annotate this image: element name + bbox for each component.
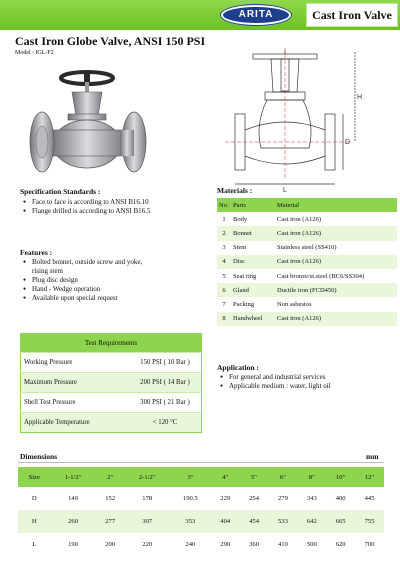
- materials-body: [217, 212, 397, 326]
- materials-row: [217, 269, 397, 283]
- dimensions-cell: 178: [142, 495, 153, 502]
- dimensions-cell: L: [32, 541, 37, 548]
- dimensions-cell: 190.5: [182, 495, 198, 502]
- dimensions-cell: 642: [297, 510, 326, 533]
- dimensions-cell: 290: [220, 541, 231, 548]
- dimensions-row: [18, 487, 384, 510]
- application-list: [217, 373, 331, 391]
- materials-cell: Stainless steel (SS410): [277, 244, 337, 252]
- materials-cell: Ductile iron (FCD450): [275, 283, 397, 297]
- valve-drawing: [205, 44, 390, 194]
- dimensions-row: [18, 533, 384, 556]
- dimensions-cell: 200: [105, 541, 116, 548]
- dimensions-cell: 755: [355, 510, 384, 533]
- materials-row: [217, 297, 397, 311]
- dimensions-cell: 343: [306, 495, 317, 502]
- materials-cell: Cast iron (A126): [275, 226, 397, 240]
- dimensions-cell: 700: [364, 541, 375, 548]
- materials-cell: Non asbestos: [277, 300, 312, 308]
- materials-cell: Stem: [233, 244, 247, 252]
- dimensions-header-cell: 10″: [326, 467, 355, 487]
- dimensions-cell: 454: [240, 510, 269, 533]
- materials-row: [217, 212, 397, 226]
- materials-row: [217, 226, 397, 240]
- test-value: < 120 °C: [129, 413, 202, 433]
- dimensions-cell: 500: [306, 541, 317, 548]
- spec-item: ● Flange drilled is according to ANSI B16.5: [20, 207, 150, 216]
- brand-logo: [221, 5, 291, 25]
- test-row: [21, 373, 202, 393]
- materials-cell: Cast iron (A126): [275, 312, 397, 326]
- materials-cell: Cast bronze/st.steel (BC6/SS304): [277, 272, 365, 280]
- materials-cell: Body: [233, 215, 248, 223]
- materials-cell: 7: [222, 300, 226, 308]
- test-value: 300 PSI ( 21 Bar ): [129, 393, 202, 413]
- feature-item-cont: rising stem: [32, 267, 63, 275]
- materials-cell: 2: [217, 226, 231, 240]
- test-label: Applicable Temperature: [21, 413, 130, 433]
- dimensions-cell: 533: [269, 510, 298, 533]
- test-value: 200 PSI ( 14 Bar ): [129, 373, 202, 393]
- dimensions-cell: 445: [364, 495, 375, 502]
- model-number: IGL-F2: [35, 50, 54, 56]
- brand-name: ARITA: [238, 9, 274, 20]
- spec-item: ● Face to face is according to ANSI B16.10: [20, 198, 150, 207]
- dim-label-h: H: [357, 94, 363, 101]
- dimensions-title: Dimensions: [20, 452, 58, 461]
- dimensions-header-cell: 4″: [211, 467, 240, 487]
- model-label: Model :: [15, 50, 36, 56]
- dimensions-cell: 353: [170, 510, 211, 533]
- dimensions-cell: 279: [277, 495, 288, 502]
- materials-table: [217, 198, 397, 326]
- test-label: Shell Test Pressure: [21, 393, 130, 413]
- materials-cell: Seat ring: [233, 272, 257, 280]
- materials-cell: 4: [217, 255, 231, 269]
- materials-cell: Cast iron (A126): [275, 255, 397, 269]
- dimensions-body: [18, 487, 384, 556]
- dimensions-cell: 620: [335, 541, 346, 548]
- materials-title: Materials :: [217, 186, 253, 195]
- dim-label-d: D: [345, 139, 351, 146]
- feature-item: ● Bolted bonnet, outside screw and yoke,: [20, 258, 142, 267]
- dimensions-cell: 360: [249, 541, 260, 548]
- dimensions-header-cell: 3″: [170, 467, 211, 487]
- dimensions-header-cell: 2″: [96, 467, 125, 487]
- materials-cell: 3: [222, 244, 226, 252]
- materials-cell: Gland: [231, 283, 275, 297]
- features-list: [20, 258, 142, 303]
- dimensions-cell: 260: [50, 510, 95, 533]
- dimensions-header-cell: 8″: [297, 467, 326, 487]
- dimensions-cell: 190: [68, 541, 79, 548]
- spec-title: Specification Standards :: [20, 187, 101, 196]
- materials-header-no: No.: [217, 198, 231, 212]
- feature-item: ● Plug disc design: [20, 276, 142, 285]
- materials-header-row: [217, 198, 397, 212]
- test-body: [21, 353, 202, 433]
- test-value: 150 PSI ( 10 Bar ): [129, 353, 202, 373]
- materials-cell: Disc: [231, 255, 275, 269]
- dimensions-cell: 400: [335, 495, 346, 502]
- materials-cell: 6: [217, 283, 231, 297]
- features-title: Features :: [20, 248, 53, 257]
- test-label: Working Pressure: [21, 353, 130, 373]
- materials-cell: Handwheel: [231, 312, 275, 326]
- dimensions-header-cell: 2-1/2″: [125, 467, 170, 487]
- materials-cell: Packing: [233, 300, 254, 308]
- dimensions-cell: 410: [277, 541, 288, 548]
- dimensions-cell: 277: [96, 510, 125, 533]
- dimensions-cell: 307: [125, 510, 170, 533]
- model-line: [15, 50, 54, 56]
- materials-row: [217, 283, 397, 297]
- dimensions-cell: 220: [142, 541, 153, 548]
- materials-cell: 1: [222, 215, 226, 223]
- test-row: [21, 353, 202, 373]
- feature-item: ● Hand - Wedge operation: [20, 285, 142, 294]
- dimensions-cell: 140: [68, 495, 79, 502]
- materials-cell: Bonnet: [231, 226, 275, 240]
- dimensions-cell: 240: [185, 541, 196, 548]
- dimensions-cell: 254: [249, 495, 260, 502]
- dimensions-unit: mm: [366, 452, 379, 461]
- materials-header-parts: Parts: [231, 198, 275, 212]
- materials-header-material: Material: [275, 198, 397, 212]
- test-title: Test Requirements: [21, 334, 202, 353]
- valve-photo: [12, 58, 192, 178]
- dimensions-header-cell: 5″: [240, 467, 269, 487]
- test-requirements-table: [20, 333, 202, 433]
- dimensions-header-cell: 12″: [355, 467, 384, 487]
- materials-cell: 5: [222, 272, 226, 280]
- dimensions-cell: D: [31, 495, 37, 502]
- materials-row: [217, 241, 397, 255]
- materials-row: [217, 312, 397, 326]
- spec-list: [20, 198, 150, 216]
- feature-item: ● Available upon special request: [20, 294, 142, 303]
- application-title: Application :: [217, 363, 259, 372]
- divider: [18, 462, 384, 463]
- dimensions-table: [18, 467, 384, 556]
- dimensions-cell: 404: [211, 510, 240, 533]
- category-title: Cast Iron Valve: [306, 3, 398, 27]
- dimensions-cell: H: [18, 510, 50, 533]
- test-label: Maximum Pressure: [21, 373, 130, 393]
- application-item: ● For general and industrial services: [217, 373, 331, 382]
- dimensions-cell: 152: [105, 495, 116, 502]
- dim-label-l: L: [283, 187, 287, 194]
- dimensions-header-row: [18, 467, 384, 487]
- test-row: [21, 393, 202, 413]
- materials-cell: 8: [217, 312, 231, 326]
- dimensions-header-cell: 1-1/2″: [50, 467, 95, 487]
- application-item: ● Applicable medium : water, light oil: [217, 382, 331, 391]
- materials-cell: Cast iron (A126): [277, 215, 322, 223]
- product-title: Cast Iron Globe Valve, ANSI 150 PSI: [15, 34, 206, 48]
- dimensions-header-cell: Size: [18, 467, 50, 487]
- dimensions-row: [18, 510, 384, 533]
- test-row: [21, 413, 202, 433]
- dimensions-cell: 665: [326, 510, 355, 533]
- dimensions-header-cell: 6″: [269, 467, 298, 487]
- materials-row: [217, 255, 397, 269]
- dimensions-cell: 229: [220, 495, 231, 502]
